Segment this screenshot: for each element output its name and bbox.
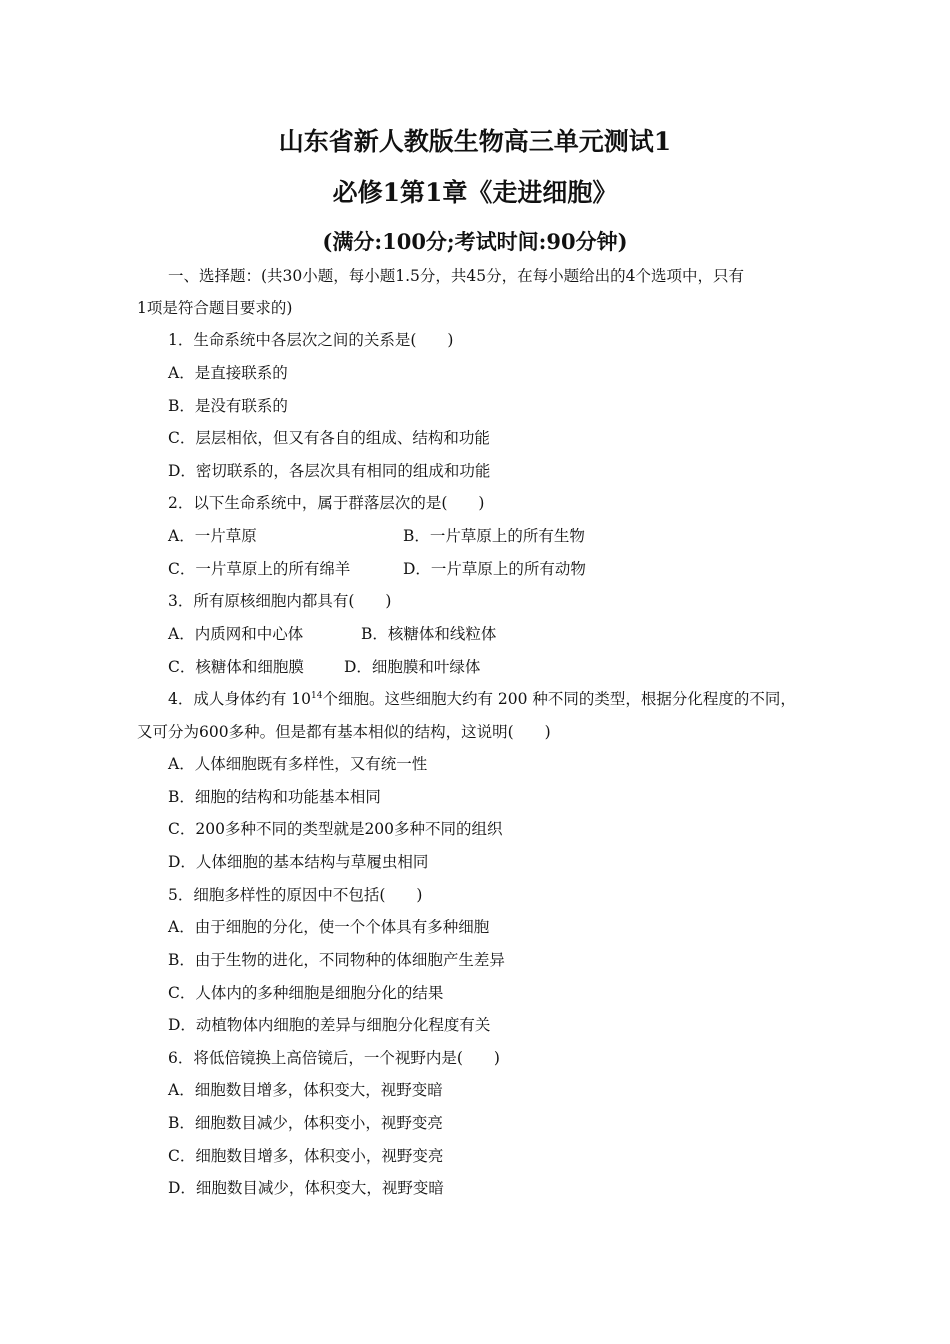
option: A．内质网和中心体: [168, 625, 304, 643]
option: C．核糖体和细胞膜: [168, 658, 304, 676]
option: A．一片草原: [168, 527, 257, 545]
option: A．人体细胞既有多样性，又有统一性: [168, 755, 428, 773]
option: B．一片草原上的所有生物: [403, 527, 585, 545]
option: C．层层相依，但又有各自的组成、结构和功能: [168, 429, 490, 447]
option: B．细胞的结构和功能基本相同: [168, 788, 381, 806]
option: C．一片草原上的所有绵羊: [168, 560, 351, 578]
option: A．由于细胞的分化，使一个个体具有多种细胞: [168, 918, 490, 936]
option: C．人体内的多种细胞是细胞分化的结果: [168, 984, 444, 1002]
option: C．200多种不同的类型就是200多种不同的组织: [168, 820, 503, 838]
question-stem: 6．将低倍镜换上高倍镜后，一个视野内是( ): [168, 1049, 500, 1067]
question-stem: 3．所有原核细胞内都具有( ): [168, 592, 392, 610]
option: D．密切联系的，各层次具有相同的组成和功能: [168, 462, 491, 480]
question-stem: 5．细胞多样性的原因中不包括( ): [168, 886, 423, 904]
document-title: 山东省新人教版生物高三单元测试1: [278, 127, 672, 156]
exponent: 14: [311, 690, 323, 701]
section-intro: 一、选择题：(共30小题，每小题1.5分，共45分，在每小题给出的4个选项中，只有: [168, 267, 745, 285]
option: A．是直接联系的: [168, 364, 288, 382]
question-stem-part: 个细胞。这些细胞大约有 200 种不同的类型，根据分化程度的不同，: [322, 690, 796, 708]
option: D．人体细胞的基本结构与草履虫相同: [168, 853, 429, 871]
option: B．是没有联系的: [168, 397, 288, 415]
option: D．细胞数目减少，体积变大，视野变暗: [168, 1179, 444, 1197]
option: D．动植物体内细胞的差异与细胞分化程度有关: [168, 1016, 491, 1034]
exam-info: (满分:100分;考试时间:90分钟): [322, 229, 628, 254]
document-subtitle: 必修1第1章《走进细胞》: [332, 178, 618, 207]
option: C．细胞数目增多，体积变小，视野变亮: [168, 1147, 444, 1165]
section-intro-cont: 1项是符合题目要求的): [137, 299, 293, 317]
option: B．细胞数目减少，体积变小，视野变亮: [168, 1114, 443, 1132]
question-stem: 2．以下生命系统中，属于群落层次的是( ): [168, 494, 485, 512]
question-stem-part: 4．成人身体约有 10: [168, 690, 312, 708]
question-stem-cont: 又可分为600多种。但是都有基本相似的结构，这说明( ): [137, 723, 551, 741]
option: D．一片草原上的所有动物: [403, 560, 586, 578]
option: D．细胞膜和叶绿体: [344, 658, 481, 676]
option: A．细胞数目增多，体积变大，视野变暗: [168, 1081, 443, 1099]
question-stem: [168, 689, 796, 709]
option: B．核糖体和线粒体: [361, 625, 497, 643]
question-stem: 1．生命系统中各层次之间的关系是( ): [168, 331, 454, 349]
option: B．由于生物的进化，不同物种的体细胞产生差异: [168, 951, 505, 969]
